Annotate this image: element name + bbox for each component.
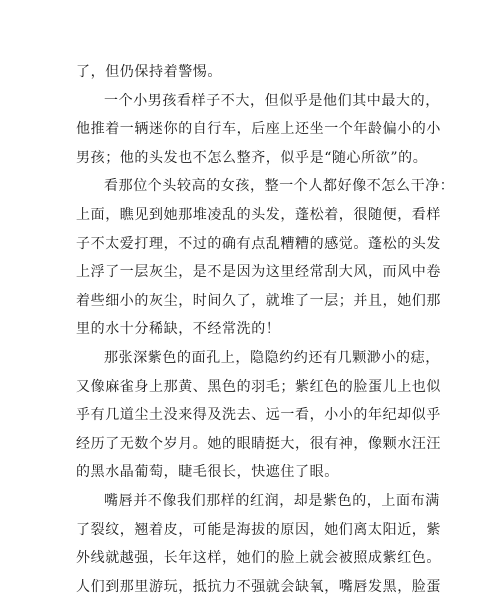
text-line: 看那位个头较高的女孩，整一个人都好像不怎么干净： bbox=[104, 178, 455, 195]
text-line: 上浮了一层灰尘，是不是因为这里经常刮大风，而风中卷 bbox=[76, 264, 441, 281]
paragraph-little-boy bbox=[76, 87, 441, 173]
text-line: 了裂纹，翘着皮，可能是海拔的原因，她们离太阳近，紫 bbox=[76, 521, 441, 538]
paragraph-face bbox=[76, 344, 441, 487]
text-line: 又像麻雀身上那黄、黑色的羽毛；紫红色的脸蛋儿上也似 bbox=[76, 378, 441, 395]
text-line: 嘴唇并不像我们那样的红润，却是紫色的，上面布满 bbox=[104, 492, 440, 509]
text-line: 的黑水晶葡萄，睫毛很长，快遮住了眼。 bbox=[76, 464, 339, 481]
text-line: 一个小男孩看样子不大，但似乎是他们其中最大的， bbox=[104, 92, 440, 109]
text-line: 男孩；他的头发也不怎么整齐，似乎是“随心所欲”的。 bbox=[76, 149, 428, 166]
text-line: 经历了无数个岁月。她的眼睛挺大，很有神，像颗水汪汪 bbox=[76, 435, 441, 452]
paragraph-continuation bbox=[76, 58, 426, 87]
text-line: 着些细小的灰尘，时间久了，就堆了一层；并且，她们那 bbox=[76, 292, 441, 309]
text-line: 人们到那里游玩，抵抗力不强就会缺氧，嘴唇发黑，脸蛋 bbox=[76, 578, 441, 595]
text-line: 子不太爱打理，不过的确有点乱糟糟的感觉。蓬松的头发 bbox=[76, 235, 441, 252]
text-line: 乎有几道尘土没来得及洗去、远一看，小小的年纪却似乎 bbox=[76, 407, 441, 424]
article-body bbox=[76, 58, 455, 601]
paragraph-lips bbox=[76, 487, 441, 601]
text-line: 了，但仍保持着警惕。 bbox=[76, 64, 222, 80]
text-line: 他推着一辆迷你的自行车，后座上还坐一个年龄偏小的小 bbox=[76, 121, 441, 138]
text-line: 里的水十分稀缺，不经常洗的！ bbox=[76, 321, 281, 338]
text-line: 那张深紫色的面孔上，隐隐约约还有几颗渺小的痣， bbox=[104, 349, 440, 366]
paragraph-tall-girl bbox=[76, 172, 455, 344]
text-line: 外线就越强，长年这样，她们的脸上就会被照成紫红色。 bbox=[76, 550, 441, 567]
text-line: 上面，瞧见到她那堆凌乱的头发，蓬松着，很随便，看样 bbox=[76, 206, 441, 223]
